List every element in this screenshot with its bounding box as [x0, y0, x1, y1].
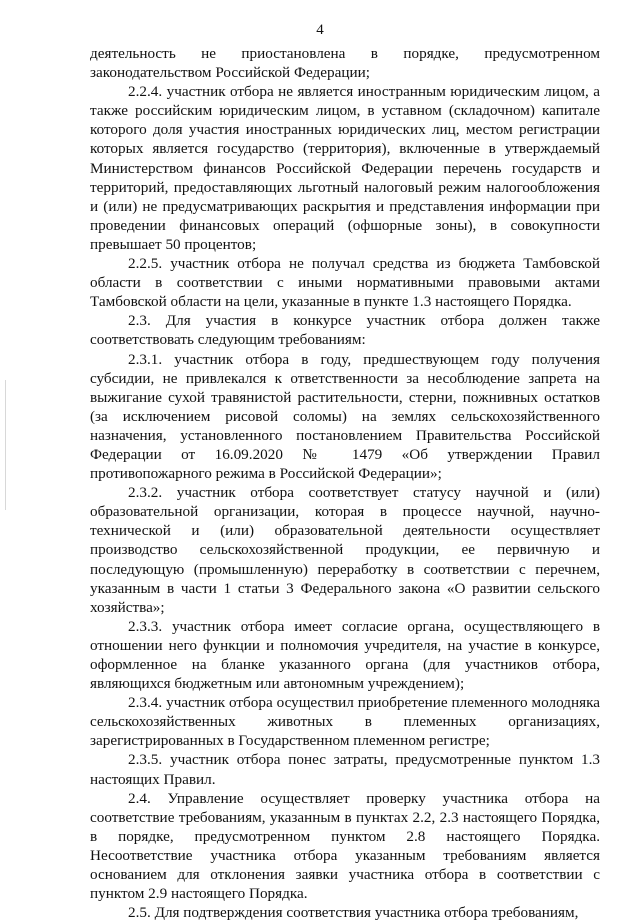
paragraph-2-4: 2.4. Управление осуществляет проверку участника отбора на соответствие требованиям, указанным в пунктах 2.2, 2.3 настоящего Порядка, в порядке, предусмотренном пунктом 2.8 настоящего Порядка. Несоответствие участника отбора указанным требованиям является основанием для отклонения заявки участника отбора в соответствии с пунктом 2.9 настоящего Порядка. [90, 789, 600, 903]
paragraph-continuation: деятельность не приостановлена в порядке, предусмотренном законодательством Российской Федерации; [90, 45, 600, 82]
paragraph-2-5: 2.5. Для подтверждения соответствия участника отбора требованиям, [128, 904, 579, 922]
paragraph-2-3: 2.3. Для участия в конкурсе участник отбора должен также соответствовать следующим требованиям: [90, 312, 600, 349]
scan-margin-mark [5, 380, 6, 510]
page-number: 4 [316, 22, 324, 38]
paragraph-2-3-5: 2.3.5. участник отбора понес затраты, предусмотренные пунктом 1.3 настоящих Правил. [90, 751, 600, 788]
paragraph-2-2-5: 2.2.5. участник отбора не получал средства из бюджета Тамбовской области в соответствии с иными нормативными правовыми актами Тамбовской области на цели, указанные в пункте 1.3 настоящего Порядка. [90, 255, 600, 311]
paragraph-2-2-4: 2.2.4. участник отбора не является иностранным юридическим лицом, а также российским юридическим лицом, в уставном (складочном) капитале которого доля участия иностранных юридических лиц, местом регистрации которых является государство (территория), включенные в утверждаемый Министерством финансов Российской Федерации перечень государств и территорий, предоставляющих льготный налоговый режим налогообложения и (или) не предусматривающих раскрытия и представления информации при проведении финансовых операций (офшорные зоны), в совокупности превышает 50 процентов; [90, 83, 600, 253]
paragraph-2-3-2: 2.3.2. участник отбора соответствует статусу научной и (или) образовательной организации, которая в процессе научной, научно-технической и (или) образовательной деятельности осуществляет производство сельскохозяйственной продукции, ее первичную и последующую (промышленную) переработку в соответствии с перечнем, указанным в части 1 статьи 3 Федерального закона «О развитии сельского хозяйства»; [90, 484, 600, 616]
paragraph-2-3-3: 2.3.3. участник отбора имеет согласие органа, осуществляющего в отношении него функции и полномочия учредителя, на участие в конкурсе, оформленное на бланке указанного органа (для участников отбора, являющихся бюджетным или автономным учреждением); [90, 617, 600, 693]
paragraph-2-3-4: 2.3.4. участник отбора осуществил приобретение племенного молодняка сельскохозяйственных животных в племенных организациях, зарегистрированных в Государственном племенном регистре; [90, 694, 600, 750]
paragraph-2-3-1: 2.3.1. участник отбора в году, предшествующем году получения субсидии, не привлекался к ответственности за несоблюдение запрета на выжигание сухой травянистой растительности, стерни, пожнивных остатков (за исключением рисовой соломы) на землях сельскохозяйственного назначения, установленного постановлением Правительства Российской Федерации от 16.09.2020 № 1479 «Об утверждении Правил противопожарного режима в Российской Федерации»; [90, 350, 600, 483]
document-body [90, 44, 600, 922]
